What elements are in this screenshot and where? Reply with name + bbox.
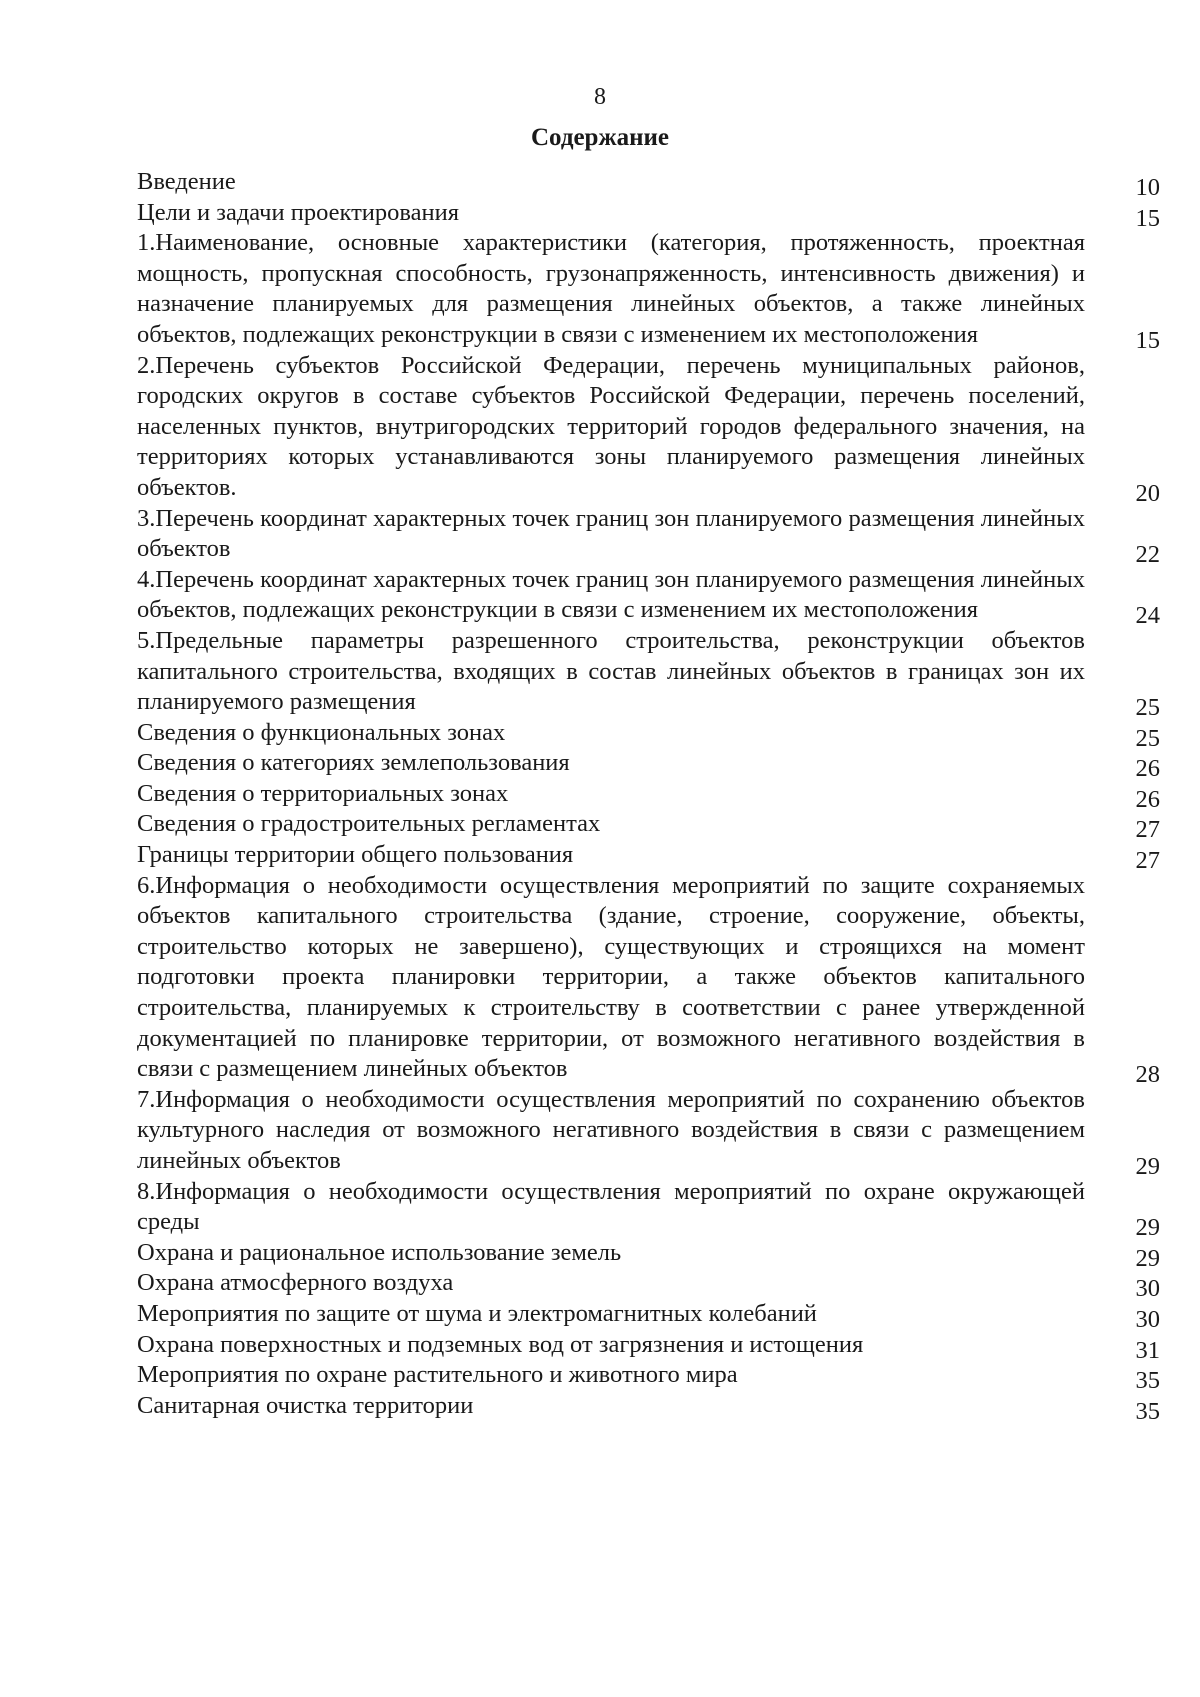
- toc-title: Содержание: [530, 124, 669, 151]
- toc-entry-page: 15: [1135, 326, 1160, 354]
- toc-entry-page: 29: [1135, 1244, 1160, 1272]
- toc-entry-text: Сведения о функциональных зонах: [137, 718, 506, 746]
- toc-entry: [137, 718, 1160, 752]
- toc-entry-text: Охрана и рациональное использование земель: [137, 1238, 622, 1266]
- toc-entry-page: 29: [1135, 1214, 1160, 1242]
- toc-entry-text: Введение: [137, 168, 236, 195]
- toc-entry: [137, 779, 1160, 813]
- toc-entry-page: 35: [1135, 1397, 1160, 1425]
- toc-entry-page: 30: [1135, 1305, 1160, 1333]
- toc-entry: [137, 504, 1160, 569]
- toc-entry-text: Сведения о территориальных зонах: [137, 779, 509, 807]
- toc-entry-text: Охрана атмосферного воздуха: [137, 1269, 454, 1297]
- toc-entry: [137, 1238, 1160, 1272]
- toc-entry-text: Сведения о градостроительных регламентах: [137, 810, 601, 838]
- toc-entry: [137, 198, 1160, 232]
- toc-entry: [137, 1391, 1160, 1425]
- toc-entry-page: 26: [1135, 755, 1160, 783]
- toc-entry-text: 2.Перечень субъектов Российской Федерации, перечень муниципальных районов, городских округов в составе субъектов Российской Федерации, перечень поселений, населенных пунктов, внутригородских территорий городов федерального значения, на территориях которых устанавливаются зоны планируемого размещения линейных объектов.: [137, 351, 1085, 501]
- toc-entry-text: Цели и задачи проектирования: [137, 198, 460, 226]
- toc-entry: [137, 1299, 1160, 1333]
- toc-entry-page: 35: [1135, 1367, 1160, 1395]
- toc-entry-page: 15: [1135, 204, 1160, 232]
- toc-entry: [137, 1330, 1160, 1364]
- toc-entry: [137, 1268, 1160, 1303]
- toc-entry-text: 4.Перечень координат характерных точек границ зон планируемого размещения линейных объектов, подлежащих реконструкции в связи с изменением их местоположения: [137, 565, 1085, 624]
- toc-entry-page: 25: [1135, 724, 1160, 752]
- toc-entry-text: 1.Наименование, основные характеристики (категория, протяженность, проектная мощность, пропускная способность, грузонапряженность, интенсивность движения) и назначение планируемых для размещения линейных объектов, а также линейных объектов, подлежащих реконструкции в связи с изменением их местоположения: [137, 229, 1085, 348]
- table-of-contents: [137, 167, 1160, 1425]
- toc-entry-text: 7.Информация о необходимости осуществления мероприятий по сохранению объектов культурного наследия от возможного негативного воздействия в связи с размещением линейных объектов: [137, 1085, 1085, 1174]
- toc-entry-text: Сведения о категориях землепользования: [137, 749, 570, 777]
- toc-entry-text: Охрана поверхностных и подземных вод от загрязнения и истощения: [137, 1330, 864, 1358]
- toc-entry-page: 25: [1135, 694, 1160, 722]
- toc-entry-page: 10: [1135, 174, 1160, 201]
- toc-entry-page: 28: [1135, 1061, 1160, 1089]
- toc-entry: [137, 351, 1160, 507]
- toc-entry-text: 8.Информация о необходимости осуществления мероприятий по охране окружающей среды: [137, 1177, 1085, 1236]
- toc-entry-page: 24: [1135, 602, 1160, 630]
- toc-entry: [137, 748, 1160, 783]
- toc-entry-page: 22: [1135, 541, 1160, 569]
- toc-entry: [137, 1360, 1160, 1395]
- toc-entry: [137, 1085, 1160, 1180]
- toc-entry: [137, 809, 1160, 844]
- toc-entry-text: 3.Перечень координат характерных точек границ зон планируемого размещения линейных объектов: [137, 504, 1085, 563]
- toc-entry-page: 31: [1135, 1336, 1160, 1364]
- toc-entry-text: Санитарная очистка территории: [137, 1391, 474, 1419]
- toc-entry-page: 20: [1135, 479, 1160, 507]
- toc-entry: [137, 840, 1160, 875]
- toc-entry-page: 26: [1135, 785, 1160, 813]
- toc-entry-page: 30: [1135, 1275, 1160, 1303]
- toc-entry: [137, 626, 1160, 722]
- toc-entry: [137, 228, 1160, 354]
- toc-entry: [137, 565, 1160, 630]
- toc-entry: [137, 167, 1160, 201]
- page-number: 8: [594, 84, 606, 110]
- toc-entry-text: 6.Информация о необходимости осуществления мероприятий по защите сохраняемых объектов капитального строительства (здание, строение, сооружение, объекты, строительство которых не завершено), существующих и строящихся на момент подготовки проекта планировки территории, а также объектов капитального строительства, планируемых к строительству в соответствии с ранее утвержденной документацией по планировке территории, от возможного негативного воздействия в связи с размещением линейных объектов: [137, 871, 1085, 1083]
- toc-entry-page: 29: [1135, 1153, 1160, 1180]
- toc-entry-page: 27: [1135, 847, 1160, 875]
- toc-entry: [137, 1177, 1160, 1242]
- toc-entry-text: Границы территории общего пользования: [137, 841, 574, 869]
- toc-entry-text: Мероприятия по защите от шума и электромагнитных колебаний: [137, 1299, 817, 1327]
- toc-entry-text: Мероприятия по охране растительного и животного мира: [137, 1361, 738, 1389]
- toc-entry-text: 5.Предельные параметры разрешенного строительства, реконструкции объектов капитального строительства, входящих в состав линейных объектов в границах зон их планируемого размещения: [137, 626, 1085, 716]
- toc-entry: [137, 871, 1160, 1089]
- toc-entry-page: 27: [1135, 816, 1160, 844]
